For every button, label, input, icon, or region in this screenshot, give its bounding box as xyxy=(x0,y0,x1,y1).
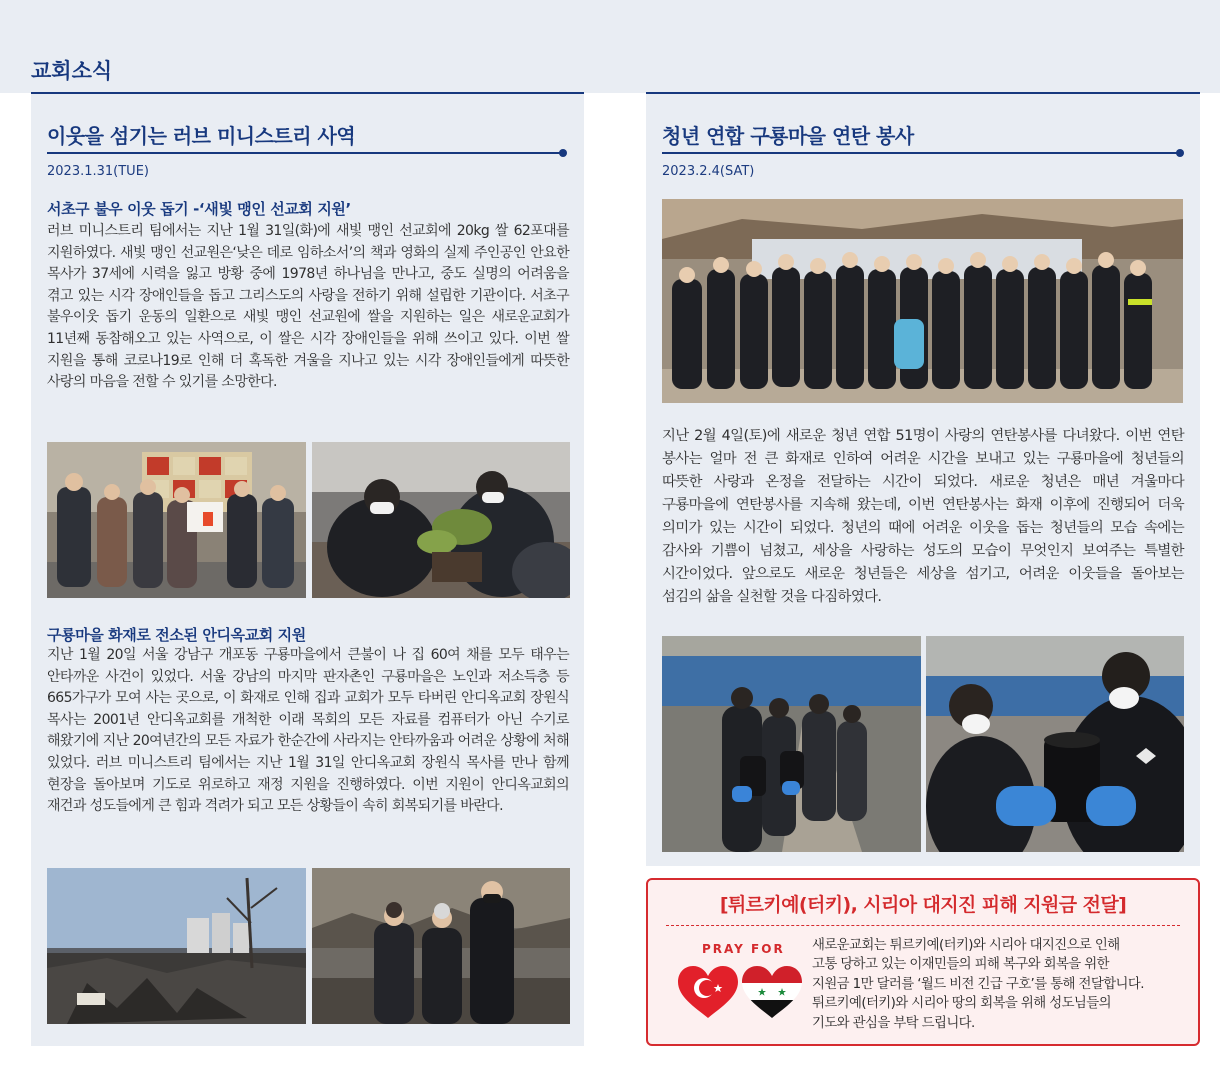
header-band xyxy=(0,0,1220,93)
article-title: 청년 연합 구룡마을 연탄 봉사 xyxy=(662,124,914,148)
photo-rice-donation xyxy=(47,442,306,598)
article-title: 이웃을 섬기는 러브 미니스트리 사역 xyxy=(47,124,356,148)
paragraph-coal-volunteering: 지난 2월 4일(토)에 새로운 청년 연합 51명이 사랑의 연탄봉사를 다녀왔다. 이번 연탄 봉사는 얼마 전 큰 화재로 인하여 어려운 시간을 보내고 있는 구룡마을에 청년들의 따뜻한 사랑과 온정을 전달하는 시간이 되었다. 새로운 청년은 매년 겨울마다 구룡마을에 연탄봉사를 지속해 왔는데, 이번 연탄봉사는 화재 이후에 진행되어 더욱 의미가 있는 시간이 되었다. 청년의 때에 어려운 이웃을 돕는 청년들의 모습 속에는 감사와 기쁨이 넘쳤고, 세상을 사랑하는 성도의 모습이 무엇인지 보여주는 특별한 시간이었다. 앞으로도 새로운 청년들은 세상을 섬기고, 어려운 이웃들을 돌아보는 섬김의 삶을 실천할 것을 다짐하였다. xyxy=(662,428,1184,605)
donation-line: 기도와 관심을 부탁 드립니다. xyxy=(812,1015,975,1031)
section-title: 교회소식 xyxy=(31,59,113,83)
donation-line: 지원금 1만 달러를 ‘월드 비전 긴급 구호’를 통해 전달합니다. xyxy=(812,976,1144,992)
paragraph-rice-support: 러브 미니스트리 팀에서는 지난 1월 31일(화)에 새빛 맹인 선교회에 20kg 쌀 62포대를 지원하였다. 새빛 맹인 선교원은‘낮은 데로 임하소서’의 책과 영화의 실제 주인공인 안요한 목사가 37세에 시력을 잃고 방황 중에 1978년 하나님을 만나고, 중도 실명의 어려움을 겪고 있는 시각 장애인들을 돕고 그리스도의 사랑을 전하기 위해 설립한 기관이다. 서초구 불우이웃 돕기 운동의 일환으로 새빛 맹인 선교원에 쌀을 지원하는 일은 새로운교회가 11년째 동참해오고 있는 사역으로, 이 쌀은 시각 장애인들을 위해 쓰이고 있다. 이번 쌀 지원을 통해 코로나19로 인해 더 혹독한 겨울을 지나고 있는 시각 장애인들에게 따뜻한 사랑의 마음을 전할 수 있기를 소망한다. xyxy=(47,223,569,391)
article-date: 2023.2.4(SAT) xyxy=(662,164,755,179)
article-love-ministry xyxy=(31,92,584,1046)
subheading-antioch-support: 구룡마을 화재로 전소된 안디옥교회 지원 xyxy=(47,626,306,644)
syria-heart-icon xyxy=(738,964,802,1020)
divider xyxy=(666,925,1180,926)
donation-line: 새로운교회는 튀르키예(터키)와 시리아 대지진으로 인해 xyxy=(812,938,1120,953)
pray-for-label: PRAY FOR xyxy=(702,942,785,956)
donation-line: 튀르키예(터키)와 시리아 땅의 회복을 위해 성도님들의 xyxy=(812,996,1111,1012)
article-date: 2023.1.31(TUE) xyxy=(47,164,149,179)
donation-title: [튀르키예(터키), 시리아 대지진 피해 지원금 전달] xyxy=(719,894,1127,916)
flag-hearts-icon xyxy=(678,964,802,1020)
donation-line: 고통 당하고 있는 이재민들의 피해 복구와 회복을 위한 xyxy=(812,957,1109,973)
photo-antioch-visit xyxy=(312,868,570,1024)
donation-notice xyxy=(646,878,1200,1046)
article-coal-volunteering xyxy=(646,92,1200,866)
photo-carrying-coal xyxy=(662,636,921,852)
title-rule xyxy=(662,152,1180,154)
title-rule xyxy=(47,152,563,154)
photo-passing-coal xyxy=(926,636,1184,852)
donation-text xyxy=(812,936,1192,1033)
photo-packing xyxy=(312,442,570,598)
subheading-rice-support: 서초구 불우 이웃 돕기 -‘새빛 맹인 선교회 지원’ xyxy=(47,200,351,218)
photo-fire-site xyxy=(47,868,306,1024)
paragraph-antioch-support: 지난 1월 20일 서울 강남구 개포동 구룡마을에서 큰불이 나 집 60여 채를 모두 태우는 안타까운 사건이 있었다. 서울 강남의 마지막 판자촌인 구룡마을은 노인과 저소득층 등 665가구가 모여 사는 곳으로, 이 화재로 인해 집과 교회가 모두 타버린 안디옥교회 장원식 목사는 2001년 안디옥교회를 개척한 이래 목회의 모든 자료를 컴퓨터가 아닌 수기로 해왔기에 지난 20여년간의 모든 자료가 한순간에 사라지는 안타까움과 어려운 상황에 처해 있었다. 러브 미니스트리 팀에서는 지난 1월 31일 안디옥교회 장원식 목사를 만나 함께 현장을 돌아보며 기도로 위로하고 재정 지원을 진행하였다. 이번 지원이 안디옥교회의 재건과 성도들에게 큰 힘과 격려가 되고 모든 상황들이 속히 회복되기를 바란다. xyxy=(47,647,569,815)
photo-group xyxy=(662,199,1183,403)
